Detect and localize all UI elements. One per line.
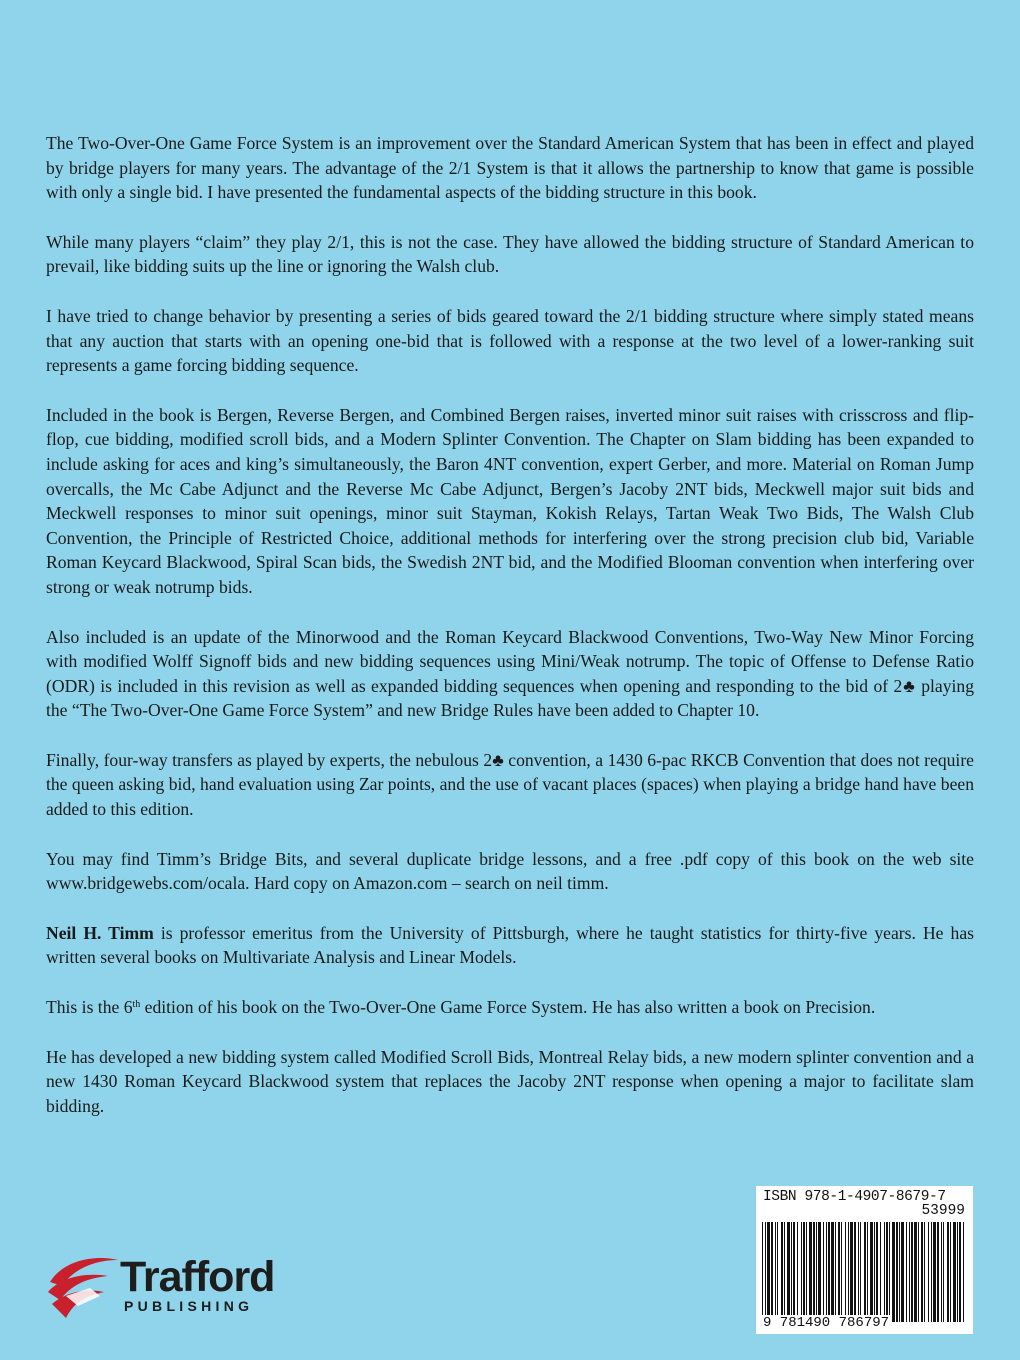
barcode-bar	[845, 1222, 846, 1322]
paragraph-also-included: Also included is an update of the Minorwood and the Roman Keycard Blackwood Conventions, Two-Way New Minor Forcing with modified Wolff Signoff bids and new bidding sequences using Mini/Weak notrump. The topic of Offense to Defense Ratio (ODR) is included in this revision as well as expanded bidding sequences when opening and responding to the bid of 2♣ playing the “The Two-Over-One Game Force System” and new Bridge Rules have been added to Chapter 10.	[46, 626, 974, 721]
barcode-bar	[775, 1222, 776, 1322]
barcode-bar	[838, 1222, 840, 1322]
paragraph-website: You may find Timm’s Bridge Bits, and several duplicate bridge lessons, and a free .pdf copy of this book on the web site www.bridgewebs.com/ocala. Hard copy on Amazon.com – search on neil timm.	[46, 848, 974, 894]
barcode-bar	[784, 1222, 785, 1322]
barcode-bar	[937, 1222, 939, 1322]
paragraph-author-bio	[46, 921, 974, 970]
publisher-name: Trafford	[120, 1253, 275, 1301]
barcode-bar	[880, 1222, 881, 1322]
barcode-bar	[841, 1222, 842, 1322]
barcode-bar	[933, 1222, 936, 1322]
barcode-bar	[874, 1222, 875, 1322]
barcode-bar	[777, 1222, 778, 1322]
paragraph-included: Included in the book is Bergen, Reverse Bergen, and Combined Bergen raises, inverted minor suit raises with crisscross and flip-flop, cue bidding, modified scroll bids, and a Modern Splinter Convention. The Chapter on Slam bidding has been expanded to include asking for aces and king’s simultaneously, the Baron 4NT convention, expert Gerber, and more. Material on Roman Jump overcalls, the Mc Cabe Adjunct and the Reverse Mc Cabe Adjunct, Bergen’s Jacoby 2NT bids, Meckwell major suit bids and Meckwell responses to minor suit openings, minor suit Stayman, Kokish Relays, Tartan Weak Two Bids, The Walsh Club Convention, the Principle of Restricted Choice, additional methods for interfering over the strong precision club bid, Variable Roman Keycard Blackwood, Spiral Scan bids, the Swedish 2NT bid, and the Modified Blooman convention when interfering over strong or weak notrump bids.	[46, 404, 974, 597]
barcode-bar	[918, 1222, 919, 1322]
author-bio-text: is professor emeritus from the University of Pittsburgh, where he taught statistics for thirty-five years. He has written several books on Multivariate Analysis and Linear Models.	[46, 922, 974, 968]
barcode-bar	[801, 1222, 802, 1322]
barcode-bar	[858, 1222, 859, 1322]
barcode-bar	[803, 1222, 805, 1322]
barcode-bar	[914, 1222, 917, 1322]
barcode-bar	[816, 1222, 817, 1322]
barcode-bar	[864, 1222, 866, 1322]
barcode-bar	[931, 1222, 932, 1322]
barcode-bar	[924, 1222, 925, 1322]
paragraph-behavior: I have tried to change behavior by presenting a series of bids geared toward the 2/1 bidding structure where simply stated means that any auction that starts with an opening one-bid that is followed with a response at the two level of a lower-ranking suit represents a game forcing bidding sequence.	[46, 305, 974, 376]
barcode-bar	[909, 1222, 910, 1322]
price-code: 53999	[921, 1203, 965, 1219]
barcode-bar	[884, 1222, 885, 1322]
barcode-bar	[826, 1222, 827, 1322]
barcode-bar	[959, 1222, 961, 1322]
barcode-bar	[963, 1222, 964, 1322]
barcode-bar	[947, 1222, 949, 1322]
publisher-subtitle: PUBLISHING	[124, 1298, 254, 1314]
paragraph-claim: While many players “claim” they play 2/1, this is not the case. They have allowed the bidding structure of Standard American to prevail, like bidding suits up the line or ignoring the Walsh club.	[46, 231, 974, 277]
barcode-bar	[828, 1222, 830, 1322]
barcode-bar	[886, 1222, 888, 1322]
paragraph-edition	[46, 995, 974, 1020]
barcode-bar	[818, 1222, 821, 1322]
barcode-bar	[876, 1222, 878, 1322]
barcode-bar	[889, 1222, 890, 1322]
barcode-bar	[831, 1222, 834, 1322]
barcode-bar	[806, 1222, 807, 1322]
barcode-bar	[793, 1222, 795, 1322]
barcode-bar	[860, 1222, 861, 1322]
barcode-bar	[906, 1222, 907, 1322]
barcode-bar	[762, 1222, 763, 1322]
barcode-bar	[892, 1222, 895, 1322]
barcode-bar	[950, 1222, 951, 1322]
barcode-bar	[911, 1222, 913, 1322]
edition-text-a: This is the 6	[46, 997, 133, 1018]
barcode-bar	[953, 1222, 956, 1322]
barcode-bar	[848, 1222, 849, 1322]
barcode-bar	[797, 1222, 798, 1322]
barcode-bars	[762, 1222, 967, 1322]
publisher-logo	[44, 1252, 334, 1322]
barcode-bar	[921, 1222, 923, 1322]
barcode-bar	[771, 1222, 773, 1322]
barcode-bar	[957, 1222, 958, 1322]
barcode-bar	[765, 1222, 766, 1322]
barcode-bar	[850, 1222, 853, 1322]
barcode-bar	[823, 1222, 824, 1322]
edition-superscript: th	[132, 999, 141, 1011]
barcode-number: 9 781490 786797	[763, 1315, 890, 1331]
isbn-text: ISBN 978-1-4907-8679-7	[763, 1189, 946, 1205]
barcode-bar	[870, 1222, 873, 1322]
barcode-bar	[896, 1222, 898, 1322]
edition-text-b: edition of his book on the Two-Over-One Game Force System. He has also written a book on Precision.	[140, 997, 876, 1018]
barcode-bar	[781, 1222, 783, 1322]
barcode-bar	[835, 1222, 836, 1322]
paragraph-intro: The Two-Over-One Game Force System is an improvement over the Standard American System that has been in effect and played by bridge players for many years. The advantage of the 2/1 System is that it allows the partnership to know that game is possible with only a single bid. I have presented the fundamental aspects of the bidding structure in this book.	[46, 133, 974, 203]
barcode-bar	[787, 1222, 790, 1322]
barcode-bar	[854, 1222, 856, 1322]
author-name: Neil H. Timm	[46, 922, 154, 943]
barcode-bar	[941, 1222, 942, 1322]
trafford-swoosh-icon	[44, 1252, 122, 1322]
barcode-bar	[809, 1222, 812, 1322]
barcode-bar	[901, 1222, 904, 1322]
barcode-bar	[943, 1222, 944, 1322]
paragraph-finally: Finally, four-way transfers as played by experts, the nebulous 2♣ convention, a 1430 6-pac RKCB Convention that does not require the queen asking bid, hand evaluation using Zar points, and the use of vacant places (spaces) when playing a bridge hand have been added to this edition.	[46, 749, 974, 820]
back-cover-text	[46, 131, 974, 1118]
paragraph-new-system: He has developed a new bidding system called Modified Scroll Bids, Montreal Relay bids, a new modern splinter convention and a new 1430 Roman Keycard Blackwood system that replaces the Jacoby 2NT response when opening a major to facilitate slam bidding.	[46, 1046, 974, 1116]
barcode-bar	[928, 1222, 929, 1322]
barcode-bar	[899, 1222, 900, 1322]
barcode-bar	[767, 1222, 770, 1322]
barcode-bar	[791, 1222, 792, 1322]
isbn-barcode	[756, 1186, 973, 1334]
barcode-bar	[813, 1222, 815, 1322]
barcode-bar	[867, 1222, 868, 1322]
